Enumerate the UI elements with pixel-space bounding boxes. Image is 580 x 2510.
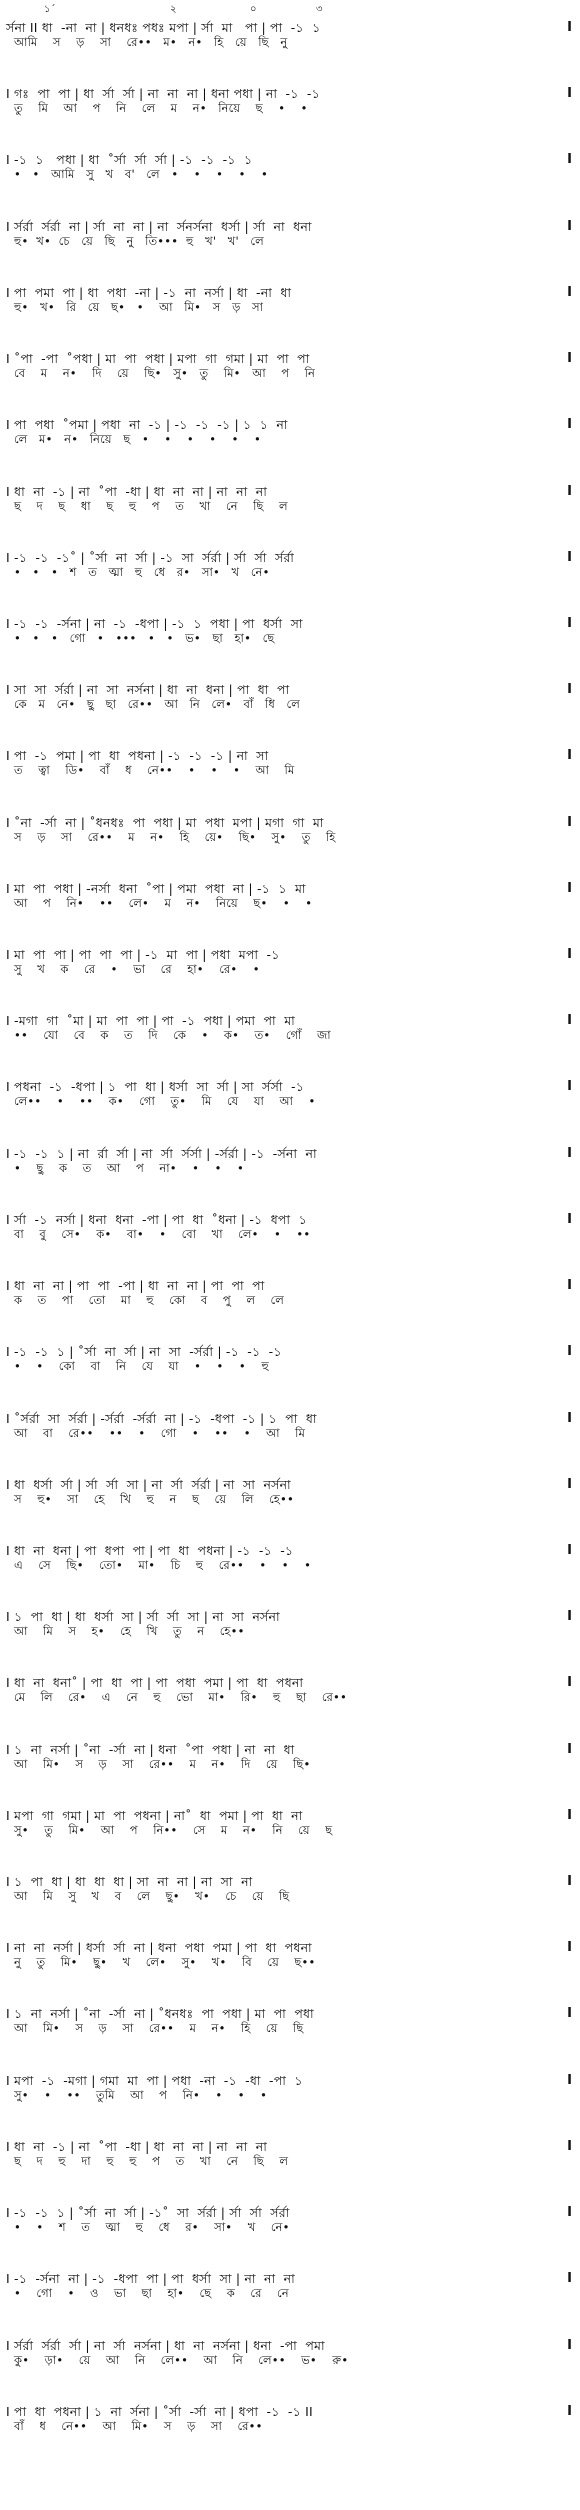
notation-line [0,2073,580,2102]
notation-line [0,2271,580,2300]
bar-line: I [567,1410,572,1426]
bar-line: I [567,2138,572,2154]
notation-line [0,86,580,115]
notation-line [0,947,580,976]
lyric-row: আ বা রে•• •• • গো • •• • আ মি [14,1425,306,1440]
beat-mark: ১´ [44,4,56,15]
lyric-row: আ মি• স ড় সা রে•• ম ন• দি য়ে ছি• [14,1756,311,1771]
bar-line: I [567,2006,572,2022]
swara-row: I ১ পা ধা | ধা ধর্সা সা | র্সা র্সা সা | না সা নর্সনা [6,1609,280,1625]
notation-line [0,1079,580,1108]
notation-line [0,748,580,777]
lyric-row: স ড় সা রে•• ম ন• হি য়ে• ছি• সু• তু হি [14,829,336,844]
notation-line [0,881,580,910]
bar-line: I [567,1145,572,1161]
lyric-row: ক ত পা তো মা হু কো ব পু ল লে [14,1293,284,1308]
lyric-row: আমি স ড় সা রে•• ম• ন• হি য়ে ছি নু [14,35,288,49]
bar-line: I [567,549,572,565]
lyric-row: হু• খ• চে য়ে ছি নু তি••• হু খ' খ' লে [14,233,264,248]
notation-line [0,2338,580,2367]
notation-line [0,815,580,844]
lyric-row: • • • শ ত ত্মা হু ধে র• সা• খ নে• [14,564,270,579]
lyric-row: আ প নি• •• লে• ম ন• নিয়ে ছ• • • [14,895,313,910]
swara-row: I মা পা পধা | -নর্সা ধনা ˚পা | পমা পধা না | -১ ১ মা [6,880,306,896]
bar-line: I [567,284,572,300]
lyric-row: আ মি স হ• হে খি তু ন হে•• [14,1624,245,1639]
lyric-row: বা বু সে• ক• বা• • বো খা লে• • •• [14,1226,311,1241]
notation-line [0,1543,580,1572]
notation-line [0,1477,580,1506]
swara-row: I ˚না -র্সা না | ˚ধনধঃ পা পধা | মা পধা মপা | মগা গা মা [6,814,324,830]
notation-line [0,285,580,314]
swara-row: I -১ -১ -১˚ | ˚র্সা না র্সা | -১ সা র্সর্রা | র্সা র্সা র্সর্রা [6,549,295,565]
lyric-row: • গো • ও ভা ছা হা• ছে ক রে নে [14,2286,289,2301]
notation-line [0,1675,580,1704]
bar-line: I [567,1079,572,1095]
lyric-row: লে•• • •• ক• গো তু• মি যে যা আ • [14,1094,316,1109]
bar-line: I [567,1278,572,1294]
notation-line [0,1808,580,1837]
notation-line [0,2006,580,2035]
lyric-row: • ছু ক ত আ প না• • • • [14,1160,244,1175]
lyric-row: বে ম ন• দি য়ে ছি• সু• তু মি• আ প নি [14,366,316,381]
lyric-row: নু তু মি• ছু• খ লে• সু• খ• বি য়ে ছ•• [14,1955,316,1970]
swara-row: I র্সা -১ নর্সা | ধনা ধনা -পা | পা ধা ˚ধনা | -১ ধপা ১ [6,1211,307,1227]
lyric-row: ছ দ ছ ধা ছ হু প ত খা নে ছি ল [14,498,288,513]
lyric-row: এ সে ছি• তো• মা• চি হু রে•• • • • [14,1557,312,1572]
swara-row: I ধা না ধনা˚ | পা ধা পা | পা পধা পমা | পা ধা পধনা [6,1675,304,1691]
swara-row: I মপা -১ -মগা | গমা মা পা | পধা -না -১ -ধা -পা ১ [6,2072,303,2088]
notation-line [0,550,580,579]
lyric-row: ছ দ হু দা হু হু প ত খা নে ছি ল [14,2153,289,2168]
swara-row: I পা পমা পা | ধা পধা -না | -১ না নর্সা | ধা -না ধা [6,284,292,300]
lyric-row: কু• ড়া• য়ে আ নি লে•• আ নি লে•• ভ• রু• [14,2352,349,2367]
bar-line: I [567,1609,572,1625]
notation-line [0,417,580,446]
notation-line [0,1609,580,1638]
lyric-row: কে ম নে• ছু ছা রে•• আ নি লে• বাঁ ধি লে [14,697,300,712]
swara-row: I ধা না -১ | না ˚পা -ধা | ধা না না | না না না [6,2138,268,2154]
lyric-row: • • • গো • ••• • • ভ• ছা হা• ছে [14,630,275,645]
bar-line: I [567,2205,572,2221]
bar-line: I [567,1542,572,1558]
swara-row: I সা সা র্সর্রা | না সা নর্সনা | ধা না ধনা | পা ধা পা [6,682,290,698]
lyric-row: • • শ ত ত্মা হু ধে র• সা• খ নে• [14,2220,290,2235]
lyric-row: •• যো বে ক ত দি কে • ক• ত• গোঁ জা [14,1028,331,1043]
lyric-row: আ মি সু খ ব লে ছু• খ• চে য়ে ছি [14,1889,290,1904]
notation-line [0,1278,580,1307]
notation-line [0,20,580,49]
bar-line: I [567,2403,572,2419]
bar-line: I [567,2337,572,2353]
bar-line: I [567,417,572,433]
bar-line: I [567,1344,572,1360]
bar-line: I [567,880,572,896]
lyric-row: ত ত্বা ডি• বাঁ ধ নে•• • • • আ মি [14,763,295,778]
bar-line: I [567,351,572,367]
lyric-row: সু খ ক রে • ভা রে হা• রে• • [14,962,260,977]
swara-row: I -১ -১ ১ | না র্রা র্সা | না র্সা র্সর্সা | -র্সর্রা | -১ -র্সনা না [6,1145,317,1161]
bar-line: I [567,86,572,102]
swara-row: I -১ ১ পধা | ধা ˚র্সা র্সা র্সা | -১ -১ -১ ১ [6,152,253,168]
swara-row: I ধা না -১ | না ˚পা -ধা | ধা না না | না না না [6,483,268,499]
notation-line [0,1212,580,1241]
swara-row: I ধা ধর্সা র্সা | র্সা র্সা সা | না র্সা র্সর্রা | না সা নর্সনা [6,1476,291,1492]
bar-line: I [567,682,572,698]
bar-line: I [567,2072,572,2088]
swara-row: I পধনা -১ -ধপা | ১ পা ধা | ধর্সা সা র্সা | সা র্সর্সা -১ [6,1079,305,1095]
notation-line [0,616,580,645]
bar-line: I [567,947,572,963]
swara-row: I ধা না ধনা | পা ধপা পা | পা ধা পধনা | -১ -১ -১ [6,1542,294,1558]
bar-line: I [567,1807,572,1823]
swara-row: I মা পা পা | পা পা পা | -১ মা পা | পধা মপা -১ [6,947,280,963]
notation-line [0,2404,580,2433]
swara-row: I -১ -১ -র্সনা | না -১ -ধপা | -১ ১ পধা | পা ধর্সা সা [6,615,303,631]
notation-line [0,1146,580,1175]
swara-row: I -মগা গা ˚মা | মা পা পা | পা -১ পধা | পমা পা মা [6,1013,295,1029]
notation-line [0,1344,580,1373]
swara-row: I ১ পা ধা | ধা ধা ধা | সা না না | না সা না [6,1874,253,1890]
bar-line: I [567,1741,572,1757]
lyric-row: স হু• সা হে খি হু ন ছ য়ে লি হে•• [14,1491,294,1506]
swara-row: I -১ -র্সনা না | -১ -ধপা পা | পা ধর্সা সা | না না না [6,2271,295,2287]
bar-line: I [567,1675,572,1691]
lyric-row: সু• তু মি• আ প নি•• সে ম ন• নি য়ে ছ [14,1822,333,1837]
bar-line: I [567,483,572,499]
swara-row: I -১ -১ ১ | ˚র্সা না র্সা | -১˚ সা র্সর্রা | র্সা র্সা র্সর্রা [6,2205,290,2221]
lyric-row: বাঁ ধ নে•• আ মি• স ড় সা রে•• [14,2418,263,2433]
bar-line: I [567,748,572,764]
notation-line [0,1940,580,1969]
swara-row: I না না নর্সা | ধর্সা র্সা না | ধনা পধা পমা | পা ধা পধনা [6,1940,312,1956]
swara-row: I মপা গা গমা | মা পা পধনা | না˚ ধা পমা | পা ধা না [6,1807,303,1823]
beat-mark: ৩ [316,4,323,15]
bar-line: I [567,1940,572,1956]
bar-line: I [567,152,572,168]
notation-line [0,1874,580,1903]
swara-row: I ১ না নর্সা | ˚না -র্সা না | ˚ধনধঃ পা পধা | মা পা পধা [6,2006,314,2022]
bar-line: I [567,218,572,234]
swara-row: I ˚র্সর্রা সা র্সর্রা | -র্সর্রা -র্সর্রা না | -১ -ধপা -১ | ১ পা ধা [6,1410,317,1426]
lyric-row: হু• খ• রি য়ে ছ• • আ মি• স ড় সা [14,299,264,314]
lyric-row: লে ম• ন• নিয়ে ছ • • • • • • [14,432,262,447]
bar-line: I [567,1211,572,1227]
lyric-row: মে লি রে• এ নে হু ভো মা• রি• হু ছা রে•• [14,1690,348,1705]
swara-row: I ১ না নর্সা | ˚না -র্সা না | ধনা ˚পা পধা | না না ধা [6,1741,295,1757]
swara-row: I ধা না না | পা পা -পা | ধা না না | পা পা পা [6,1278,265,1294]
notation-line [0,2205,580,2234]
swara-row: I পা পধা ˚পমা | পধা না -১ | -১ -১ -১ | ১ ১ না [6,417,288,433]
bar-line: I [567,2271,572,2287]
lyric-row: তু মি আ প নি লে ম ন• নিয়ে ছ • • [14,101,308,116]
notation-line [0,351,580,380]
swara-row: I পা ধা পধনা | ১ না র্সনা | ˚র্সা -র্সা না | ধপা -১ -১ II [6,2403,313,2419]
beat-mark: ২ [170,4,177,15]
notation-line [0,219,580,248]
notation-line [0,152,580,181]
bar-line: I [567,1874,572,1890]
lyric-row: • • আমি সু খ ব' লে • • • • • [14,167,268,182]
lyric-row: • • কো বা নি যে যা • • • হু [14,1359,269,1374]
swara-row: I ˚পা -পা ˚পধা | মা পা পধা | মপা গা গমা | মা পা পা [6,351,310,367]
bar-line: I [567,814,572,830]
bar-line: I [567,20,572,35]
beat-mark: ০ [250,4,257,15]
bar-line: I [567,1476,572,1492]
bar-line: I [567,1013,572,1029]
lyric-row: সু• • •• তুমি আ প নি• • • • [14,2087,268,2102]
bar-line: I [567,615,572,631]
swara-row: I পা -১ পমা | পা ধা পধনা | -১ -১ -১ | না সা [6,748,269,764]
lyric-row: আ মি• স ড় সা রে•• ম ন• হি য়ে ছি [14,2021,304,2036]
notation-line [0,2139,580,2168]
notation-line [0,682,580,711]
swara-row: I র্সর্রা র্সর্রা র্সা | না র্সা নর্সনা | ধা না নর্সনা | ধনা -পা পমা [6,2337,325,2353]
notation-line [0,1742,580,1771]
notation-line [0,1013,580,1042]
swara-row: I গঃ পা পা | ধা র্সা র্সা | না না না | ধনা পধা | না -১ -১ [6,86,320,102]
swara-row: I -১ -১ ১ | ˚র্সা না র্সা | না সা -র্সর্রা | -১ -১ -১ [6,1344,282,1360]
swara-row: I র্সর্রা র্সর্রা না | র্সা না না | না র্সনর্সনা ধর্সা | র্সা না ধনা [6,218,312,234]
swara-row: র্সনা II ধা -না না | ধনধঃ পধঃ মপা | র্সা মা পা | পা -১ ১ [6,20,321,35]
notation-line [0,484,580,513]
notation-line [0,1411,580,1440]
